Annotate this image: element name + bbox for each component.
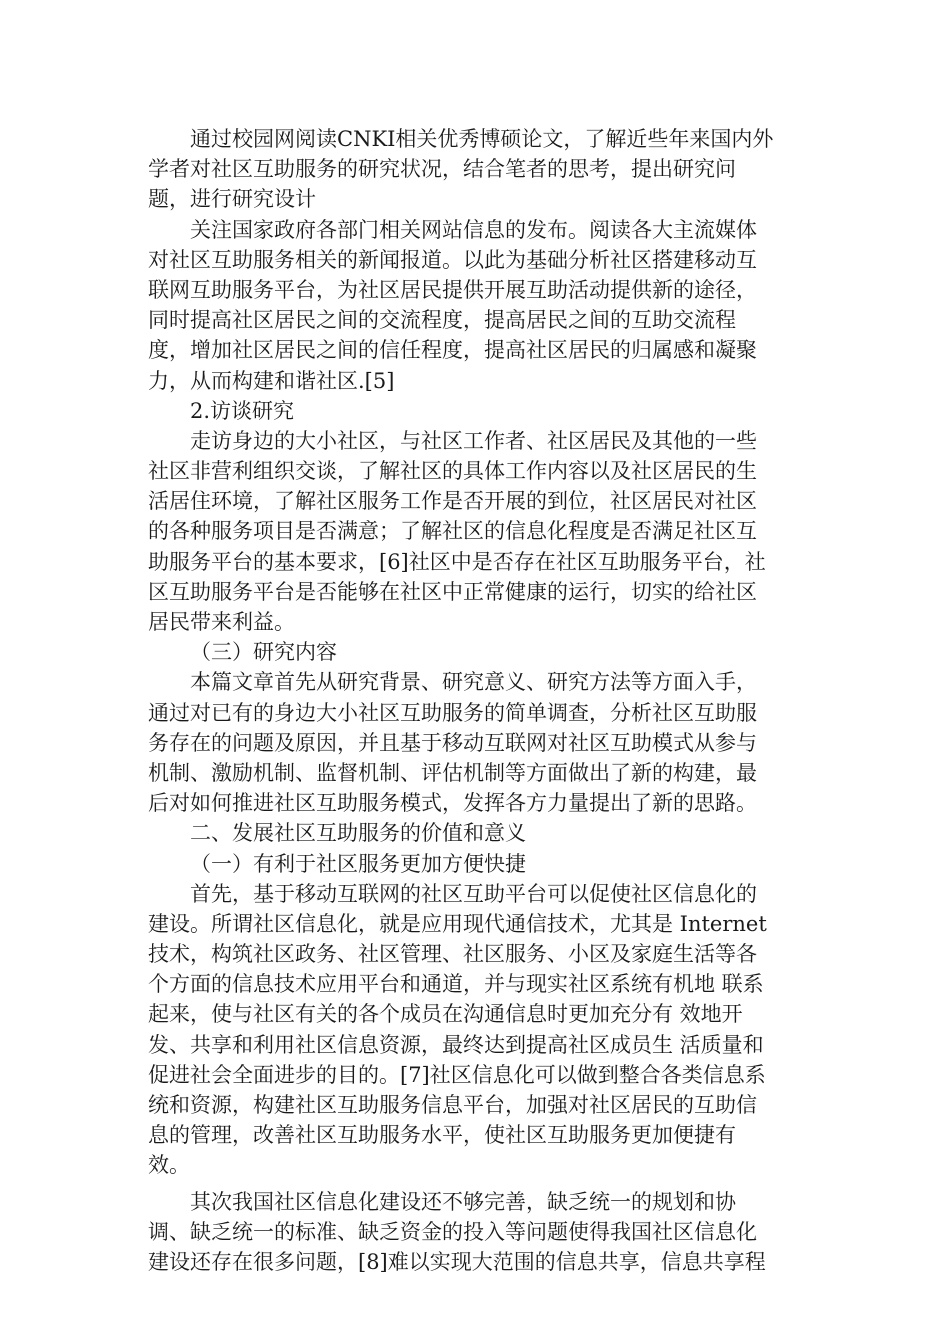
section-heading: 二、发展社区互助服务的价值和意义 <box>190 821 526 846</box>
text-line: 统和资源，构建社区互助服务信息平台，加强对社区居民的互助信 <box>148 1093 757 1117</box>
text-line: 的各种服务项目是否满意；了解社区的信息化程度是否满足社区互 <box>148 519 757 544</box>
text-line: 促进社会全面进步的目的。[7]社区信息化可以做到整合各类信息系 <box>148 1062 766 1087</box>
section-heading: （一）有利于社区服务更加方便快捷 <box>190 851 526 876</box>
text-line: 走访身边的大小社区，与社区工作者、社区居民及其他的一些 <box>190 428 757 453</box>
text-line: 助服务平台的基本要求，[6]社区中是否存在社区互助服务平台，社 <box>148 549 766 574</box>
text-line: 建设。所谓社区信息化，就是应用现代通信技术，尤其是 Internet <box>148 911 767 936</box>
text-line: 起来，使与社区有关的各个成员在沟通信息时更加充分有 效地开 <box>148 1002 743 1027</box>
text-line: 技术，构筑社区政务、社区管理、社区服务、小区及家庭生活等各 <box>148 942 757 967</box>
text-line: 同时提高社区居民之间的交流程度，提高居民之间的互助交流程 <box>148 308 736 333</box>
section-heading: 2.访谈研究 <box>190 398 295 423</box>
text-line: 效。 <box>148 1153 190 1178</box>
text-line: 首先，基于移动互联网的社区互助平台可以促使社区信息化的 <box>190 881 757 906</box>
text-line: 后对如何推进社区互助服务模式，发挥各方力量提出了新的思路。 <box>148 791 757 816</box>
text-line: 务存在的问题及原因，并且基于移动互联网对社区互助模式从参与 <box>148 730 757 755</box>
text-line: 居民带来利益。 <box>148 610 295 634</box>
text-line: 区互助服务平台是否能够在社区中正常健康的运行，切实的给社区 <box>148 579 757 604</box>
text-line: 关注国家政府各部门相关网站信息的发布。阅读各大主流媒体 <box>190 217 757 242</box>
text-line: 调、缺乏统一的标准、缺乏资金的投入等问题使得我国社区信息化 <box>148 1219 757 1244</box>
text-line: 度，增加社区居民之间的信任程度，提高社区居民的归属感和凝聚 <box>148 338 757 363</box>
text-line: 个方面的信息技术应用平台和通道，并与现实社区系统有机地 联系 <box>148 972 764 997</box>
text-line: 联网互助服务平台，为社区居民提供开展互助活动提供新的途径， <box>148 277 757 302</box>
text-line: 力，从而构建和谐社区.[5] <box>148 368 395 393</box>
text-line: 社区非营利组织交谈，了解社区的具体工作内容以及社区居民的生 <box>148 459 757 484</box>
text-line: 发、共享和利用社区信息资源，最终达到提高社区成员生 活质量和 <box>148 1032 764 1057</box>
text-line: 对社区互助服务相关的新闻报道。以此为基础分析社区搭建移动互 <box>148 247 757 272</box>
text-line: 题，进行研究设计 <box>148 187 316 212</box>
text-line: 本篇文章首先从研究背景、研究意义、研究方法等方面入手， <box>190 670 757 695</box>
section-heading: （三）研究内容 <box>190 640 337 665</box>
document-body <box>148 124 808 1277</box>
text-line: 其次我国社区信息化建设还不够完善，缺乏统一的规划和协 <box>190 1189 736 1214</box>
text-line: 息的管理，改善社区互助服务水平，使社区互助服务更加便捷有 <box>148 1123 736 1148</box>
text-line: 通过校园网阅读CNKI相关优秀博硕论文，了解近些年来国内外 <box>190 127 774 151</box>
text-line: 通过对已有的身边大小社区互助服务的简单调查，分析社区互助服 <box>148 700 757 725</box>
text-line: 建设还存在很多问题，[8]难以实现大范围的信息共享，信息共享程 <box>148 1249 766 1274</box>
text-line: 机制、激励机制、监督机制、评估机制等方面做出了新的构建，最 <box>148 760 757 785</box>
text-line: 活居住环境，了解社区服务工作是否开展的到位，社区居民对社区 <box>148 489 757 514</box>
text-line: 学者对社区互助服务的研究状况，结合笔者的思考，提出研究问 <box>148 157 736 182</box>
